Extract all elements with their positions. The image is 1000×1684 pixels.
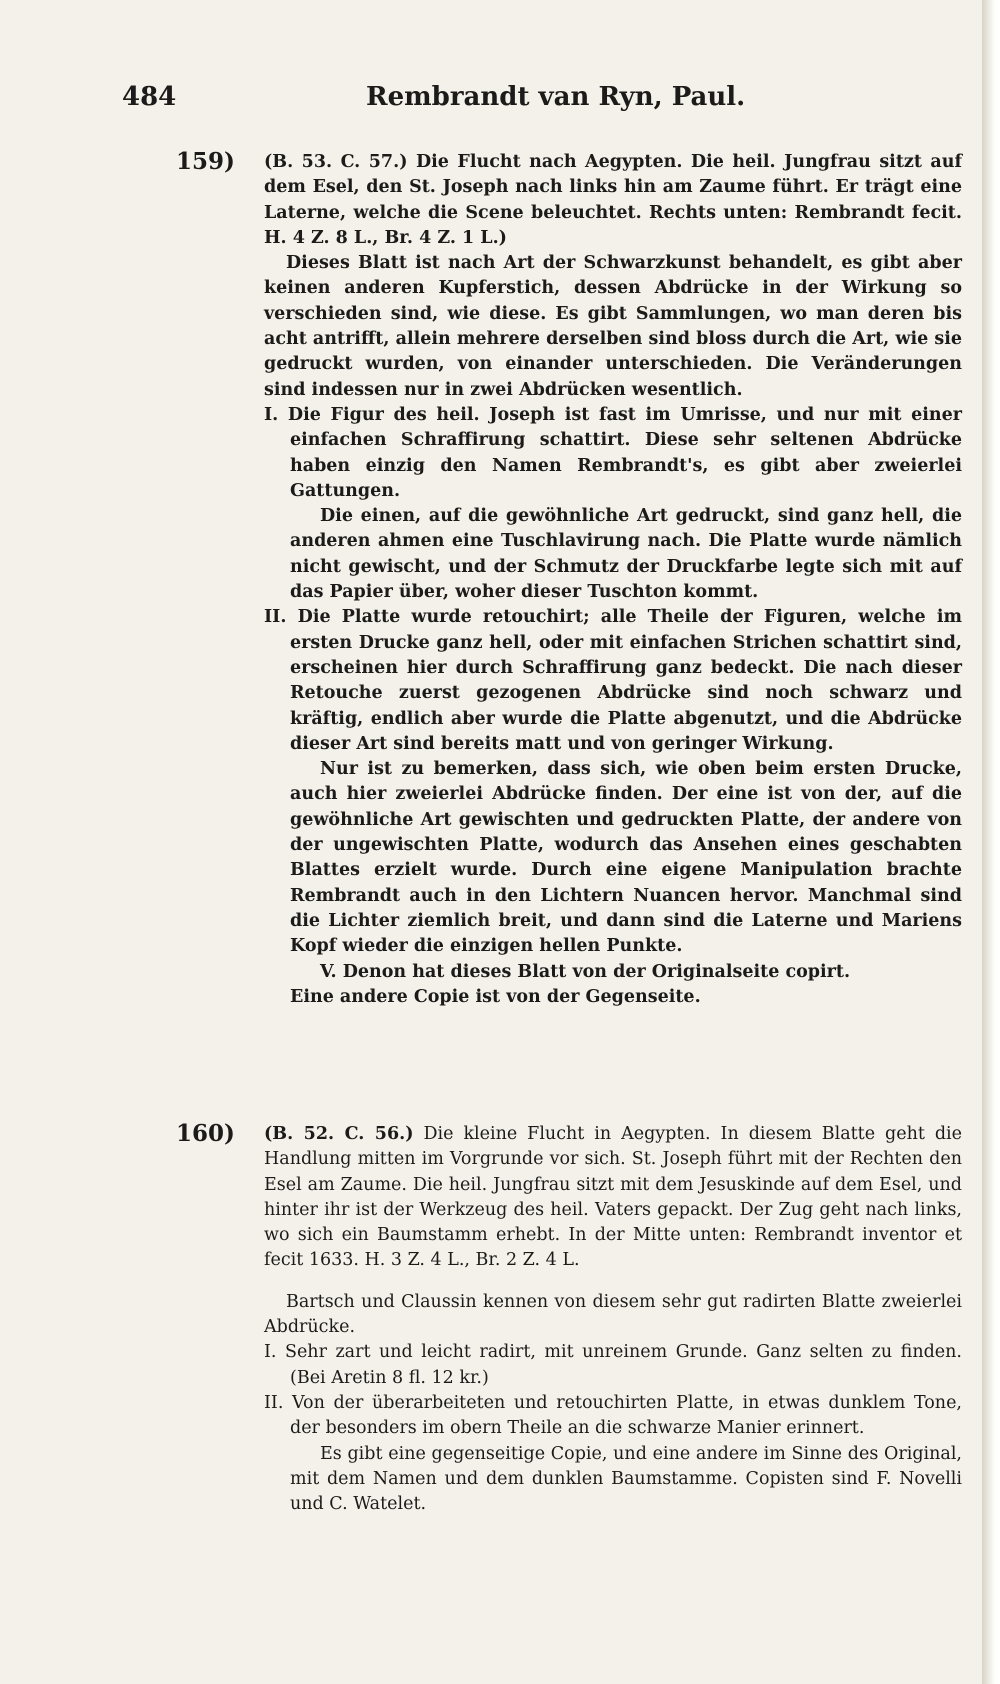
state-2: II. Die Platte wurde retouchirt; alle Theile der Figuren, welche im ersten Drucke ganz hell, oder mit einfachen Strichen schattirt sind, erscheinen hier durch Schraffirung ganz bedeckt. Die nach dieser Retouche zuerst gezogenen Abdrücke sind noch schwarz und kräftig, endlich aber wurde die Platte abgenutzt, und die Abdrücke dieser Art sind bereits matt und von geringer Wirkung. [264, 607, 962, 754]
state-2: II. Von der überarbeiteten und retouchirten Platte, in etwas dunklem Tone, der besonders im obern Theile an die schwarze Manier erinnert. [264, 1392, 962, 1439]
running-header [0, 82, 982, 122]
entry-intro: Bartsch und Claussin kennen von diesem sehr gut radirten Blatte zweierlei Abdrücke. [264, 1291, 962, 1338]
page-number: 484 [122, 82, 177, 112]
state-1-note: Die einen, auf die gewöhnliche Art gedruckt, sind ganz hell, die anderen ahmen eine Tuschlavirung nach. Die Platte wurde nämlich nicht gewischt, und der Schmutz der Druckfarbe legte sich mit auf das Papier über, woher dieser Tuschton kommt. [290, 506, 962, 603]
entry-intro: Dieses Blatt ist nach Art der Schwarzkunst behandelt, es gibt aber keinen anderen Kupferstich, dessen Abdrücke in der Wirkung so verschieden sind, wie diese. Es gibt Sammlungen, wo man deren bis acht antrifft, allein mehrere derselben sind bloss durch die Art, wie sie gedruckt wurden, von einander unterschieden. Die Veränderungen sind indessen nur in zwei Abdrücken wesentlich. [264, 253, 962, 400]
entry-body [264, 1122, 962, 1517]
entry-body [264, 150, 962, 1010]
copies-note-1: V. Denon hat dieses Blatt von der Originalseite copirt. [320, 961, 851, 982]
entry-title-text: Die Flucht nach Aegypten. Die heil. Jungfrau sitzt auf dem Esel, den St. Joseph nach links hin am Zaume führt. Er trägt eine Laterne, welche die Scene beleuchtet. Rechts unten: Rembrandt fecit. H. 4 Z. 8 L., Br. 4 Z. 1 L.) [264, 152, 962, 248]
entry-number: 159) [176, 148, 235, 175]
entry-description [264, 150, 962, 251]
copies-note: Es gibt eine gegenseitige Copie, und eine andere im Sinne des Original, mit dem Namen und dem dunklen Baumstamme. Copisten sind F. Novelli und C. Watelet. [290, 1443, 962, 1515]
entry-number: 160) [176, 1120, 235, 1147]
entry-reference: (B. 52. C. 56.) [264, 1124, 414, 1144]
spacer [264, 1274, 962, 1290]
page-edge [982, 0, 1000, 1684]
entry-reference: (B. 53. C. 57.) [264, 152, 408, 172]
running-title: Rembrandt van Ryn, Paul. [366, 82, 746, 112]
state-2-note: Nur ist zu bemerken, dass sich, wie oben beim ersten Drucke, auch hier zweierlei Abdrücke finden. Der eine ist von der, auf die gewöhnliche Art gewischten und gedruckten Platte, der andere von der ungewischten Platte, wodurch das Ansehen eines geschabten Blattes erzielt wurde. Durch eine eigene Manipulation brachte Rembrandt auch in den Lichtern Nuancen hervor. Manchmal sind die Lichter ziemlich breit, und dann sind die Laterne und Mariens Kopf wieder die einzigen hellen Punkte. [290, 759, 962, 957]
copies-note-2: Eine andere Copie ist von der Gegenseite. [290, 986, 701, 1007]
entry-description [264, 1122, 962, 1274]
state-1: I. Sehr zart und leicht radirt, mit unreinem Grunde. Ganz selten zu finden. (Bei Aretin 8 fl. 12 kr.) [264, 1342, 962, 1388]
entry-title-text: Die kleine Flucht in Aegypten. In diesem Blatte geht die Handlung mitten im Vorgrunde vor sich. St. Joseph führt mit der Rechten den Esel am Zaume. Die heil. Jungfrau sitzt mit dem Jesuskinde auf dem Esel, und hinter ihr ist der Werkzeug des heil. Vaters gepackt. Der Zug geht nach links, wo sich ein Baumstamm erhebt. In der Mitte unten: Rembrandt inventor et fecit 1633. H. 3 Z. 4 L., Br. 2 Z. 4 L. [264, 1124, 963, 1271]
state-1: I. Die Figur des heil. Joseph ist fast im Umrisse, und nur mit einer einfachen Schraffirung schattirt. Diese sehr seltenen Abdrücke haben einzig den Namen Rembrandt's, es gibt aber zweierlei Gattungen. [264, 404, 962, 501]
